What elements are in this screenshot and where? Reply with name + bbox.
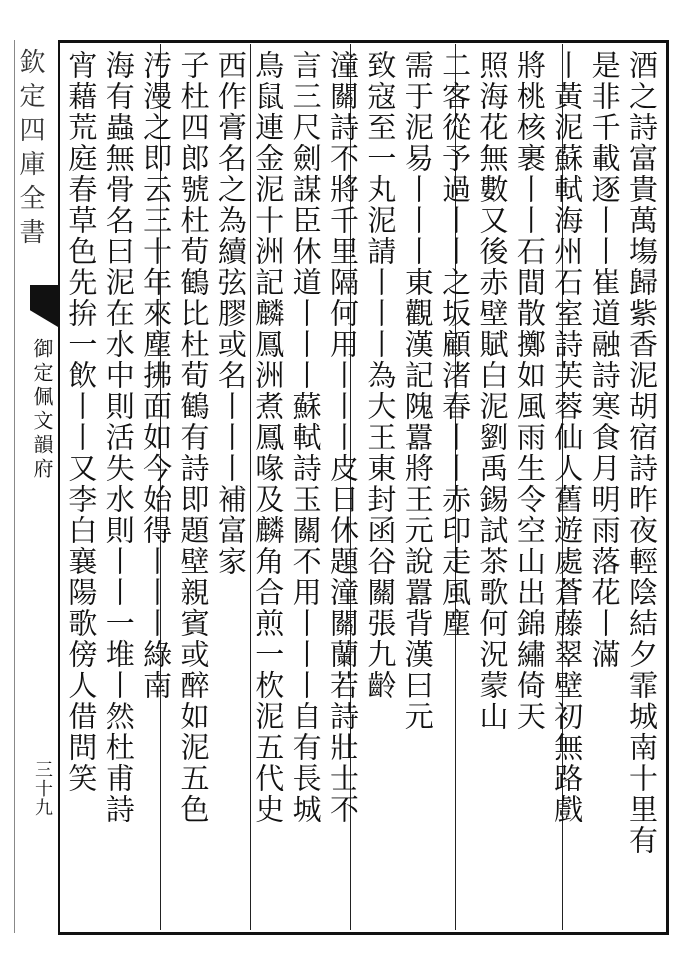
text-column-1: 酒之詩富貴萬塲歸紫香泥胡宿詩昨夜輕陰結夕霏城南十里有 bbox=[625, 50, 659, 856]
frame-top-rule bbox=[58, 40, 668, 43]
text-column-13: 子杜四郎號杜荀鶴比杜荀鶴有詩即題壁親賓或醉如泥五色 bbox=[176, 50, 211, 825]
page-number: 三十九 bbox=[32, 760, 53, 817]
fishtail-mark bbox=[30, 285, 58, 327]
text-column-9: 潼關詩不將千里隔何用丨丨丨皮日休題潼關蘭若詩壯士不 bbox=[326, 50, 360, 825]
frame-left-rule bbox=[58, 40, 60, 935]
text-column-6: 二客從予過丨丨之坂顧渚春丨丨赤印走風塵 bbox=[438, 50, 473, 639]
text-column-4: 將桃核裹丨丨石間散擲如風雨生令空山出錦繡倚天 bbox=[512, 50, 547, 732]
frame-right-rule bbox=[666, 40, 669, 935]
text-column-11: 鳥鼠連金泥十洲記麟鳳洲煮鳳喙及麟角合煎一杴泥五代史 bbox=[251, 50, 286, 825]
text-column-8: 致寇至一丸泥請丨丨丨為大王東封函谷關張九齡 bbox=[363, 50, 398, 701]
text-column-14: 汚漫之即云三十年來塵拂面如今始得丨丨丨綠南 bbox=[139, 50, 174, 701]
column-divider bbox=[160, 44, 161, 930]
series-title: 欽定四庫全書 bbox=[15, 48, 45, 252]
text-column-2: 是非千載逐丨丨崔道融詩寒食月明雨落花丨滿 bbox=[587, 50, 622, 670]
text-column-5: 照海花無數又後赤壁賦白泥劉禹錫試茶歌何況蒙山 bbox=[475, 50, 510, 732]
text-column-12: 西作膏名之為續弦膠或名丨丨丨補富家 bbox=[213, 50, 248, 577]
text-column-10: 言三尺劍謀臣休道丨丨丨蘇軾詩玉關不用丨丨丨自有長城 bbox=[288, 50, 323, 825]
text-column-7: 需于泥易丨丨丨東觀漢記隗囂將王元說囂背漢曰元 bbox=[400, 50, 435, 732]
text-column-16: 宵藉荒庭春草色先拚一飲丨丨又李白襄陽歌傍人借問笑 bbox=[64, 50, 99, 794]
text-column-3: 丨黃泥蘇軾海州石室詩芙蓉仙人舊遊處蒼藤翠壁初無路戲 bbox=[550, 50, 585, 825]
frame-bottom-rule bbox=[58, 932, 668, 935]
text-column-15: 海有蟲無骨名曰泥在水中則活失水則丨丨一堆丨然杜甫詩 bbox=[101, 50, 136, 825]
book-title: 御定佩文韻府 bbox=[30, 338, 54, 482]
